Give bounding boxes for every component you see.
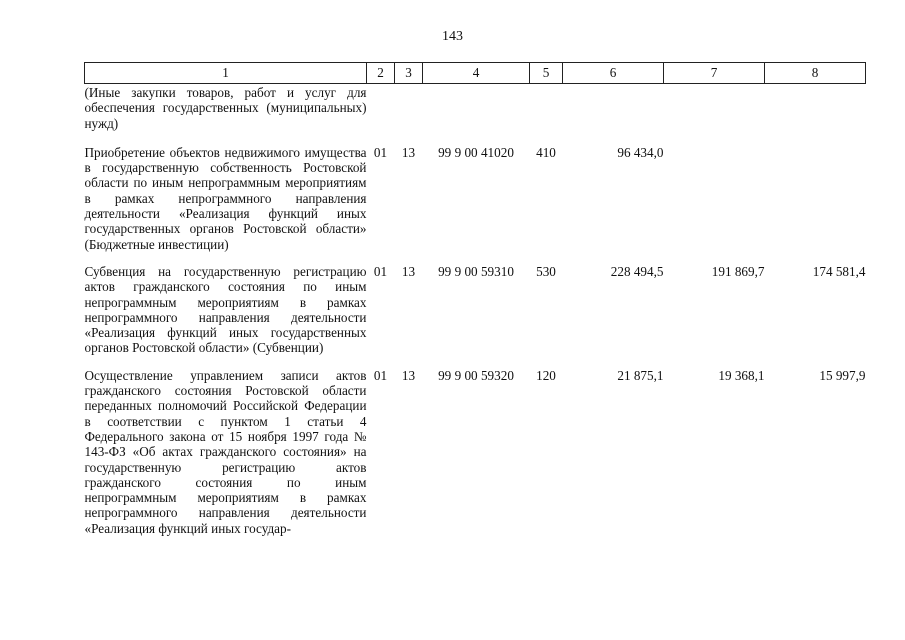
- section-code: 01: [373, 144, 388, 160]
- header-cell-1: 1: [85, 63, 367, 84]
- amount-column-8: [765, 145, 866, 264]
- page-number: 143: [442, 29, 463, 44]
- subsection-code: 13: [401, 144, 416, 160]
- row-description: Субвенция на государственную регистрацию актов гражданского состояния по иным непрограммным мероприятиям в рамках непрограммного направления деятельности «Реализация функций иных государственных органов Ростовской области» (Субвенции): [84, 263, 367, 356]
- target-article-code: [423, 84, 530, 145]
- amount-column-7: [664, 145, 765, 264]
- amount-column-6: 228 494,5: [610, 263, 664, 279]
- table-row: [85, 145, 866, 264]
- amount-column-6: [563, 84, 664, 145]
- subsection-code: 13: [401, 367, 416, 383]
- amount-column-7: 191 869,7: [711, 263, 765, 279]
- amount-column-6: 96 434,0: [617, 144, 664, 160]
- header-cell-3: 3: [395, 63, 423, 84]
- header-cell-5: 5: [530, 63, 563, 84]
- header-cell-7: 7: [664, 63, 765, 84]
- amount-column-7: [664, 84, 765, 145]
- amount-column-8: 15 997,9: [819, 367, 866, 383]
- header-cell-8: 8: [765, 63, 866, 84]
- header-row: [85, 63, 866, 84]
- amount-column-8: 174 581,4: [812, 263, 866, 279]
- expense-type-code: 530: [536, 263, 556, 279]
- expense-type-code: 410: [536, 144, 556, 160]
- table-row: [85, 84, 866, 145]
- expense-type-code: [530, 84, 563, 145]
- section-code: 01: [373, 263, 388, 279]
- target-article-code: 99 9 00 59310: [438, 263, 514, 279]
- header-cell-6: 6: [563, 63, 664, 84]
- amount-column-8: [765, 84, 866, 145]
- amount-column-7: 19 368,1: [718, 367, 765, 383]
- subsection-code: [395, 84, 423, 145]
- row-description: Приобретение объектов недвижимого имущества в государственную собственность Ростовской области по иным непрограммным мероприятиям в рамках непрограммного направления деятельности «Реализация функций иных государственных органов Ростовской области» (Бюджетные инвестиции): [84, 144, 367, 252]
- amount-column-6: 21 875,1: [617, 367, 664, 383]
- header-cell-4: 4: [423, 63, 530, 84]
- section-code: [367, 84, 395, 145]
- table-row: [85, 368, 866, 548]
- target-article-code: 99 9 00 41020: [438, 144, 514, 160]
- table-row: [85, 264, 866, 368]
- budget-table: [84, 62, 866, 548]
- subsection-code: 13: [401, 263, 416, 279]
- row-description: Осуществление управлением записи актов гражданского состояния Ростовской области переданных полномочий Российской Федерации в соответствии с пунктом 1 статьи 4 Федерального закона от 15 ноября 1997 года № 143-ФЗ «Об актах гражданского состояния» на государственную регистрацию актов гражданского состояния по иным непрограммным мероприятиям в рамках непрограммного направления деятельности «Реализация функций иных государ-: [84, 367, 367, 536]
- expense-type-code: 120: [536, 367, 556, 383]
- section-code: 01: [373, 367, 388, 383]
- header-cell-2: 2: [367, 63, 395, 84]
- target-article-code: 99 9 00 59320: [438, 367, 514, 383]
- row-description: (Иные закупки товаров, работ и услуг для обеспечения государственных (муниципальных) нужд): [84, 85, 367, 131]
